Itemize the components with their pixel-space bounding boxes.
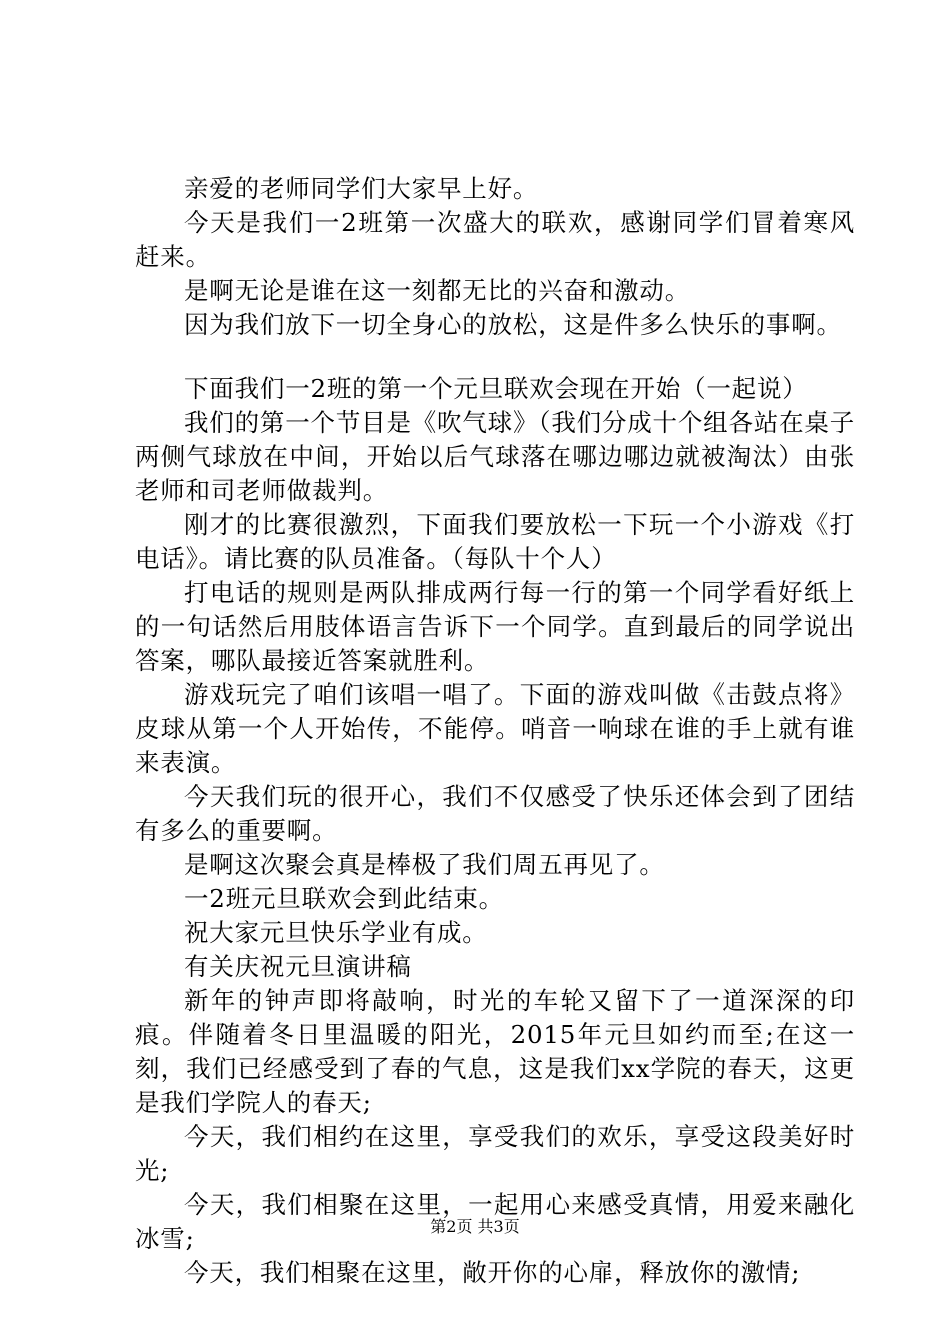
paragraph: 今天，我们相聚在这里，一起用心来感受真情，用爱来融化冰雪; [135, 1190, 855, 1253]
paragraph: 是啊这次聚会真是棒极了我们周五再见了。 [184, 850, 665, 879]
document-body [135, 172, 855, 1290]
paragraph: 因为我们放下一切全身心的放松，这是件多么快乐的事啊。 [184, 310, 842, 339]
paragraph: 我们的第一个节目是《吹气球》（我们分成十个组各站在桌子两侧气球放在中间，开始以后气球落在哪边哪边就被淘汰）由张老师和司老师做裁判。 [135, 408, 855, 505]
paragraph: 游戏玩完了咱们该唱一唱了。下面的游戏叫做《击鼓点将》皮球从第一个人开始传，不能停。哨音一响球在谁的手上就有谁来表演。 [135, 680, 855, 777]
paragraph: 一2班元旦联欢会到此结束。 [184, 884, 504, 913]
paragraph: 打电话的规则是两队排成两行每一行的第一个同学看好纸上的一句话然后用肢体语言告诉下一个同学。直到最后的同学说出答案，哪队最接近答案就胜利。 [135, 578, 855, 675]
paragraph: 亲爱的老师同学们大家早上好。 [184, 174, 539, 203]
paragraph: 祝大家元旦快乐学业有成。 [184, 918, 488, 947]
paragraph: 今天，我们相聚在这里，敞开你的心扉，释放你的激情; [184, 1258, 801, 1287]
paragraph: 新年的钟声即将敲响，时光的车轮又留下了一道深深的印痕。伴随着冬日里温暖的阳光，2015年元旦如约而至;在这一刻，我们已经感受到了春的气息，这是我们xx学院的春天，这更是我们学院人的春天; [135, 986, 855, 1117]
paragraph: 今天我们玩的很开心，我们不仅感受了快乐还体会到了团结有多么的重要啊。 [135, 782, 855, 845]
paragraph: 今天是我们一2班第一次盛大的联欢，感谢同学们冒着寒风赶来。 [135, 208, 855, 271]
paragraph: 下面我们一2班的第一个元旦联欢会现在开始（一起说） [184, 374, 808, 403]
paragraph: 是啊无论是谁在这一刻都无比的兴奋和激动。 [184, 276, 690, 305]
paragraph: 今天，我们相约在这里，享受我们的欢乐，享受这段美好时光; [135, 1122, 855, 1185]
paragraph: 刚才的比赛很激烈，下面我们要放松一下玩一个小游戏《打电话》。请比赛的队员准备。（每队十个人） [135, 510, 855, 573]
paragraph-gap [135, 342, 855, 372]
section-heading: 有关庆祝元旦演讲稿 [184, 952, 412, 981]
page-number-footer: 第2页 共3页 [430, 1217, 520, 1236]
